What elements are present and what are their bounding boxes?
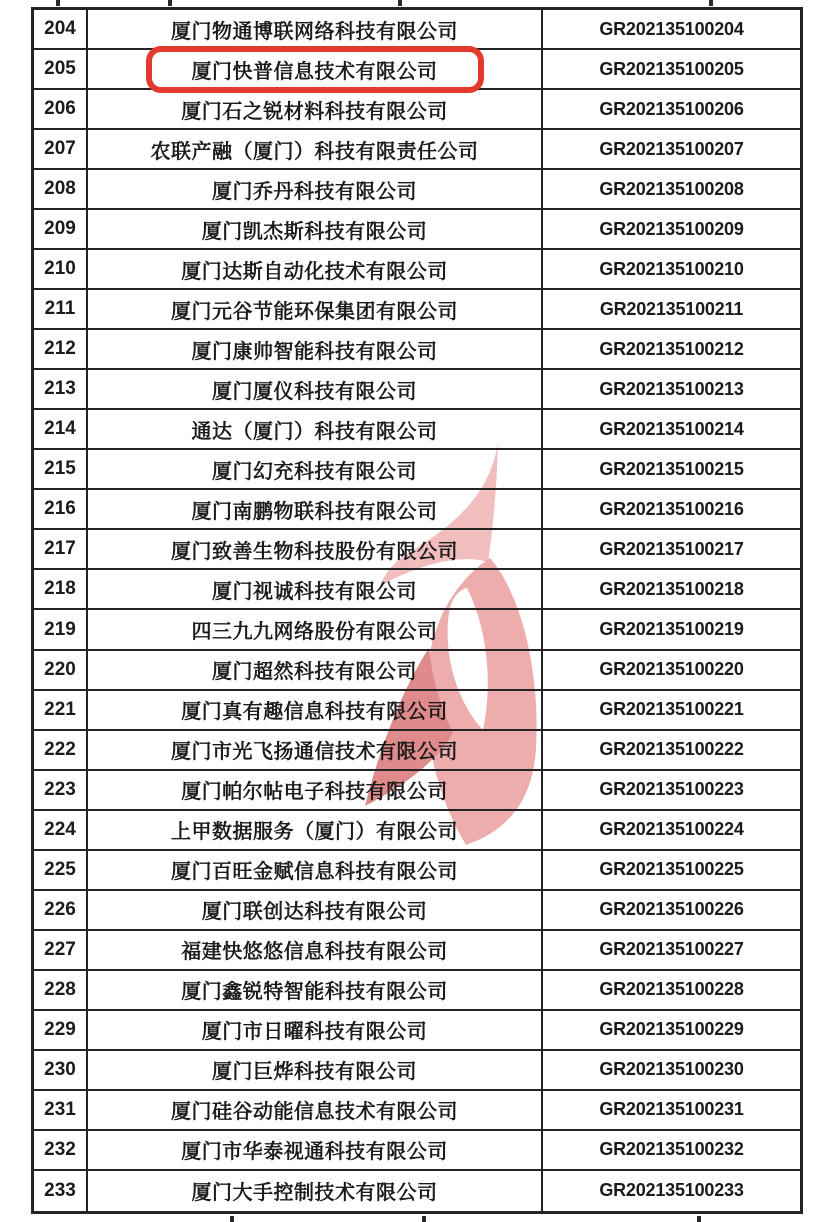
bottom-edge-tick bbox=[697, 1216, 701, 1222]
certificate-code: GR202135100218 bbox=[599, 578, 744, 599]
row-number: 214 bbox=[34, 410, 88, 448]
company-cell bbox=[88, 891, 543, 929]
row-number: 216 bbox=[34, 490, 88, 528]
company-cell bbox=[88, 651, 543, 689]
certificate-code: GR202135100222 bbox=[599, 739, 744, 760]
table-row bbox=[34, 90, 800, 130]
certificate-code: GR202135100229 bbox=[599, 1019, 744, 1040]
company-name: 厦门达斯自动化技术有限公司 bbox=[181, 260, 448, 283]
table-row bbox=[34, 250, 800, 290]
bottom-edge-tick bbox=[230, 1216, 234, 1222]
company-name: 厦门联创达科技有限公司 bbox=[201, 901, 428, 924]
company-name: 厦门真有趣信息科技有限公司 bbox=[181, 701, 448, 724]
company-cell bbox=[88, 50, 543, 88]
row-number: 205 bbox=[34, 50, 88, 88]
table-row bbox=[34, 50, 800, 90]
company-name: 厦门幻充科技有限公司 bbox=[212, 460, 417, 483]
table-row bbox=[34, 811, 800, 851]
table-row bbox=[34, 370, 800, 410]
table-row bbox=[34, 1011, 800, 1051]
company-cell bbox=[88, 530, 543, 568]
row-number: 218 bbox=[34, 570, 88, 608]
row-number: 221 bbox=[34, 691, 88, 729]
row-number: 211 bbox=[34, 290, 88, 328]
company-name: 厦门市日曜科技有限公司 bbox=[201, 1021, 428, 1044]
company-name: 四三九九网络股份有限公司 bbox=[191, 621, 438, 643]
certificate-code: GR202135100204 bbox=[599, 18, 744, 39]
row-number: 206 bbox=[34, 90, 88, 128]
certificate-code: GR202135100212 bbox=[599, 338, 744, 359]
company-cell bbox=[88, 971, 543, 1009]
company-name: 厦门元谷节能环保集团有限公司 bbox=[171, 300, 458, 323]
certificate-code: GR202135100230 bbox=[599, 1059, 744, 1080]
certificate-code: GR202135100213 bbox=[599, 378, 744, 399]
company-name: 厦门硅谷动能信息技术有限公司 bbox=[171, 1101, 458, 1124]
company-cell bbox=[88, 771, 543, 809]
company-name: 厦门快普信息技术有限公司 bbox=[191, 60, 438, 83]
row-number: 217 bbox=[34, 530, 88, 568]
certificate-code: GR202135100211 bbox=[599, 298, 744, 319]
company-name: 厦门百旺金赋信息科技有限公司 bbox=[171, 861, 458, 884]
certificate-code: GR202135100227 bbox=[599, 939, 744, 960]
table-row bbox=[34, 210, 800, 250]
company-cell bbox=[88, 851, 543, 889]
row-number: 230 bbox=[34, 1051, 88, 1089]
certificate-code: GR202135100216 bbox=[599, 498, 744, 519]
row-number: 225 bbox=[34, 851, 88, 889]
company-cell bbox=[88, 1131, 543, 1169]
company-name: 厦门视诚科技有限公司 bbox=[212, 580, 417, 603]
company-name: 厦门帕尔帖电子科技有限公司 bbox=[181, 781, 448, 804]
top-edge-tick bbox=[56, 0, 60, 6]
company-name: 厦门凯杰斯科技有限公司 bbox=[201, 220, 428, 243]
certificate-code: GR202135100214 bbox=[599, 418, 744, 439]
row-number: 219 bbox=[34, 610, 88, 648]
certificate-code: GR202135100225 bbox=[599, 859, 744, 880]
company-cell bbox=[88, 691, 543, 729]
row-number: 220 bbox=[34, 651, 88, 689]
row-number: 207 bbox=[34, 130, 88, 168]
certificate-code: GR202135100219 bbox=[599, 619, 744, 639]
company-name: 厦门市华泰视通科技有限公司 bbox=[181, 1141, 448, 1164]
certificate-code: GR202135100220 bbox=[599, 659, 744, 680]
company-cell bbox=[88, 570, 543, 608]
table-row bbox=[34, 1131, 800, 1171]
company-cell bbox=[88, 170, 543, 208]
company-name: 厦门物通博联网络科技有限公司 bbox=[171, 20, 458, 43]
company-cell bbox=[88, 1011, 543, 1049]
company-name: 厦门超然科技有限公司 bbox=[212, 661, 417, 684]
table-row bbox=[34, 450, 800, 490]
row-number: 222 bbox=[34, 731, 88, 769]
row-number: 231 bbox=[34, 1091, 88, 1129]
top-edge-tick bbox=[709, 0, 713, 6]
company-name: 厦门致善生物科技股份有限公司 bbox=[171, 540, 458, 563]
table-row bbox=[34, 891, 800, 931]
table-row bbox=[34, 1171, 800, 1211]
company-cell bbox=[88, 410, 543, 448]
table-row bbox=[34, 731, 800, 771]
company-cell bbox=[88, 1171, 543, 1211]
table-row bbox=[34, 931, 800, 971]
company-cell bbox=[88, 490, 543, 528]
company-cell bbox=[88, 290, 543, 328]
table-row bbox=[34, 610, 800, 650]
company-cell bbox=[88, 130, 543, 168]
company-name: 厦门乔丹科技有限公司 bbox=[212, 180, 417, 203]
company-name: 厦门南鹏物联科技有限公司 bbox=[191, 500, 438, 523]
company-name: 厦门康帅智能科技有限公司 bbox=[191, 340, 438, 363]
company-cell bbox=[88, 330, 543, 368]
row-number: 204 bbox=[34, 10, 88, 48]
row-number: 232 bbox=[34, 1131, 88, 1169]
company-cell bbox=[88, 10, 543, 48]
company-cell bbox=[88, 1051, 543, 1089]
company-name: 厦门大手控制技术有限公司 bbox=[191, 1182, 438, 1205]
table-row bbox=[34, 330, 800, 370]
row-number: 224 bbox=[34, 811, 88, 849]
company-name: 厦门鑫锐特智能科技有限公司 bbox=[181, 981, 448, 1004]
company-cell bbox=[88, 1091, 543, 1129]
table-row bbox=[34, 1091, 800, 1131]
certificate-code: GR202135100215 bbox=[599, 458, 744, 479]
certificate-code: GR202135100226 bbox=[599, 899, 744, 920]
top-edge-tick bbox=[398, 0, 402, 6]
company-name: 农联产融（厦门）科技有限责任公司 bbox=[150, 140, 479, 163]
certificate-code: GR202135100221 bbox=[599, 699, 744, 720]
row-number: 209 bbox=[34, 210, 88, 248]
company-cell bbox=[88, 450, 543, 488]
table-row bbox=[34, 570, 800, 610]
row-number: 233 bbox=[34, 1171, 88, 1211]
certificate-code: GR202135100223 bbox=[599, 779, 744, 800]
table-row bbox=[34, 651, 800, 691]
company-cell bbox=[88, 811, 543, 849]
row-number: 223 bbox=[34, 771, 88, 809]
certificate-code: GR202135100231 bbox=[599, 1099, 744, 1120]
company-name: 福建快悠悠信息科技有限公司 bbox=[181, 941, 448, 964]
row-number: 215 bbox=[34, 450, 88, 488]
certificate-code: GR202135100209 bbox=[599, 218, 744, 239]
certificate-code: GR202135100208 bbox=[599, 178, 744, 199]
table-row bbox=[34, 170, 800, 210]
certificate-code: GR202135100228 bbox=[599, 979, 744, 1000]
company-cell bbox=[88, 90, 543, 128]
table-row bbox=[34, 971, 800, 1011]
table-row bbox=[34, 290, 800, 330]
certificate-code: GR202135100210 bbox=[599, 258, 744, 279]
company-name: 厦门巨烨科技有限公司 bbox=[212, 1061, 417, 1084]
table-row bbox=[34, 130, 800, 170]
certificate-code: GR202135100205 bbox=[599, 58, 744, 79]
company-name: 厦门市光飞扬通信技术有限公司 bbox=[171, 741, 458, 764]
row-number: 226 bbox=[34, 891, 88, 929]
row-number: 228 bbox=[34, 971, 88, 1009]
table-row bbox=[34, 530, 800, 570]
row-number: 229 bbox=[34, 1011, 88, 1049]
company-cell bbox=[88, 210, 543, 248]
top-edge-tick bbox=[168, 0, 172, 6]
table-row bbox=[34, 490, 800, 530]
row-number: 212 bbox=[34, 330, 88, 368]
certificate-code: GR202135100207 bbox=[599, 138, 744, 159]
table-row bbox=[34, 1051, 800, 1091]
row-number: 208 bbox=[34, 170, 88, 208]
row-number: 213 bbox=[34, 370, 88, 408]
table-row bbox=[34, 851, 800, 891]
certificate-code: GR202135100206 bbox=[599, 98, 744, 119]
row-number: 227 bbox=[34, 931, 88, 969]
certificate-code: GR202135100232 bbox=[599, 1139, 744, 1160]
company-name: 上甲数据服务（厦门）有限公司 bbox=[171, 821, 458, 844]
certificate-code: GR202135100233 bbox=[599, 1180, 744, 1201]
table-row bbox=[34, 771, 800, 811]
certificate-code: GR202135100217 bbox=[599, 538, 744, 559]
company-cell bbox=[88, 610, 543, 648]
table-row bbox=[34, 691, 800, 731]
table-row bbox=[34, 410, 800, 450]
row-number: 210 bbox=[34, 250, 88, 288]
table-row bbox=[34, 10, 800, 50]
company-name: 通达（厦门）科技有限公司 bbox=[191, 420, 438, 443]
company-name: 厦门厦仪科技有限公司 bbox=[212, 380, 417, 403]
company-certificate-table bbox=[31, 7, 803, 1214]
company-cell bbox=[88, 931, 543, 969]
company-cell bbox=[88, 731, 543, 769]
bottom-edge-tick bbox=[422, 1216, 426, 1222]
company-cell bbox=[88, 250, 543, 288]
certificate-code: GR202135100224 bbox=[599, 819, 744, 840]
company-cell bbox=[88, 370, 543, 408]
company-name: 厦门石之锐材料科技有限公司 bbox=[181, 100, 448, 123]
